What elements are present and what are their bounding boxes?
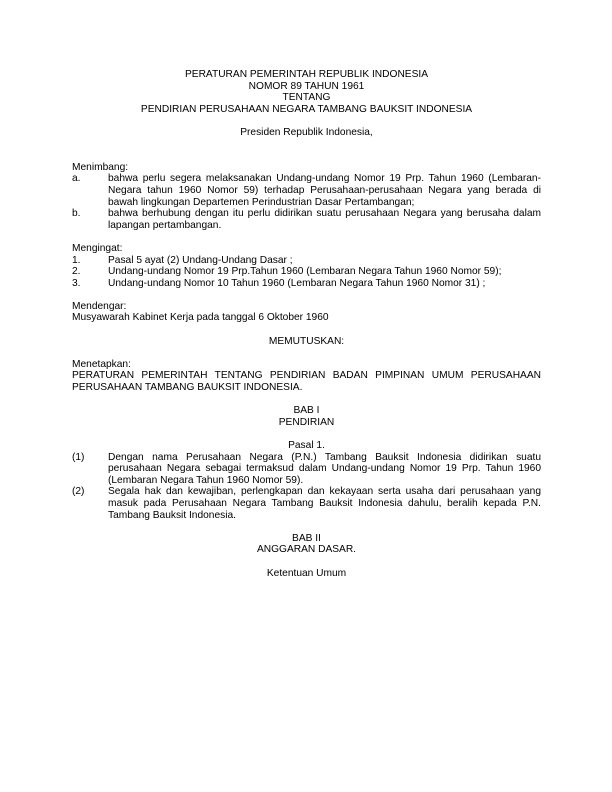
item-number: (1) (72, 451, 85, 463)
mengingat-item (72, 266, 541, 278)
ketentuan-umum-heading: Ketentuan Umum (266, 567, 347, 579)
menimbang-heading: Menimbang: (72, 161, 129, 173)
item-text: Segala hak dan kewajiban, perlengkapan dan kekayaan serta usaha dari perusahaan yang masuk pada Perusahaan Negara Tambang Bauksit Indonesia dahulu, beralih kepada P.N. Tambang Bauksit Indonesia. (108, 486, 541, 521)
memutuskan-heading: MEMUTUSKAN: (268, 335, 345, 347)
menetapkan-text: PERATURAN PEMERINTAH TENTANG PENDIRIAN BADAN PIMPINAN UMUM PERUSAHAAN PERUSAHAAN TAMBANG BAUKSIT INDONESIA. (72, 370, 541, 394)
mendengar-text: Musyawarah Kabinet Kerja pada tanggal 6 Oktober 1960 (72, 312, 329, 324)
menetapkan-heading: Menetapkan: (72, 358, 131, 370)
mengingat-item (72, 278, 541, 290)
pasal-1-heading: Pasal 1. (288, 440, 325, 451)
item-number: 3. (72, 277, 81, 289)
item-text: Dengan nama Perusahaan Negara (P.N.) Tambang Bauksit Indonesia didirikan suatu perusahaan Negara sebagai termaksud dalam Undang-undang Nomor 19 Prp. Tahun 1960 (Lembaran Negara Tahun 1960 Nomor 59). (108, 451, 541, 486)
item-text: Undang-undang Nomor 10 Tahun 1960 (Lembaran Negara Tahun 1960 Nomor 31) ; (108, 277, 486, 289)
item-number: 1. (72, 254, 81, 266)
title-line-2: NOMOR 89 TAHUN 1961 (248, 80, 365, 92)
pasal-item (72, 452, 541, 487)
item-text: Pasal 5 ayat (2) Undang-Undang Dasar ; (108, 254, 293, 266)
bab2-subtitle: ANGGARAN DASAR. (256, 544, 357, 556)
bab1-title: BAB I (293, 405, 320, 417)
item-text: Undang-undang Nomor 19 Prp.Tahun 1960 (Lembaran Negara Tahun 1960 Nomor 59); (108, 266, 502, 278)
title-line-3: TENTANG (282, 92, 331, 104)
document-page (72, 69, 541, 579)
title-line-4: PENDIRIAN PERUSAHAAN NEGARA TAMBANG BAUKSIT INDONESIA (140, 103, 473, 115)
pasal-item (72, 486, 541, 521)
title-line-1: PERATURAN PEMERINTAH REPUBLIK INDONESIA (184, 69, 429, 80)
menimbang-item (72, 173, 541, 208)
mendengar-heading: Mendengar: (72, 300, 127, 312)
item-number: (2) (72, 486, 85, 498)
item-text: bahwa perlu segera melaksanakan Undang-undang Nomor 19 Prp. Tahun 1960 (Lembaran-Negara tahun 1960 Nomor 59) terhadap Perusahaan-perusahaan Negara yang berada di bawah lingkungan Departemen Perindustrian Dasar Pertambangan; (108, 173, 541, 208)
mengingat-item (72, 255, 541, 267)
item-number: 2. (72, 266, 81, 278)
item-text: bahwa berhubung dengan itu perlu didirikan suatu perusahaan Negara yang berusaha dalam lapangan pertambangan. (108, 208, 541, 231)
president-line: Presiden Republik Indonesia, (240, 126, 373, 138)
menimbang-item (72, 208, 541, 231)
mengingat-heading: Mengingat: (72, 242, 123, 254)
item-number: b. (72, 208, 81, 220)
bab2-title: BAB II (292, 532, 321, 544)
bab1-subtitle: PENDIRIAN (278, 416, 335, 428)
item-number: a. (72, 173, 81, 185)
